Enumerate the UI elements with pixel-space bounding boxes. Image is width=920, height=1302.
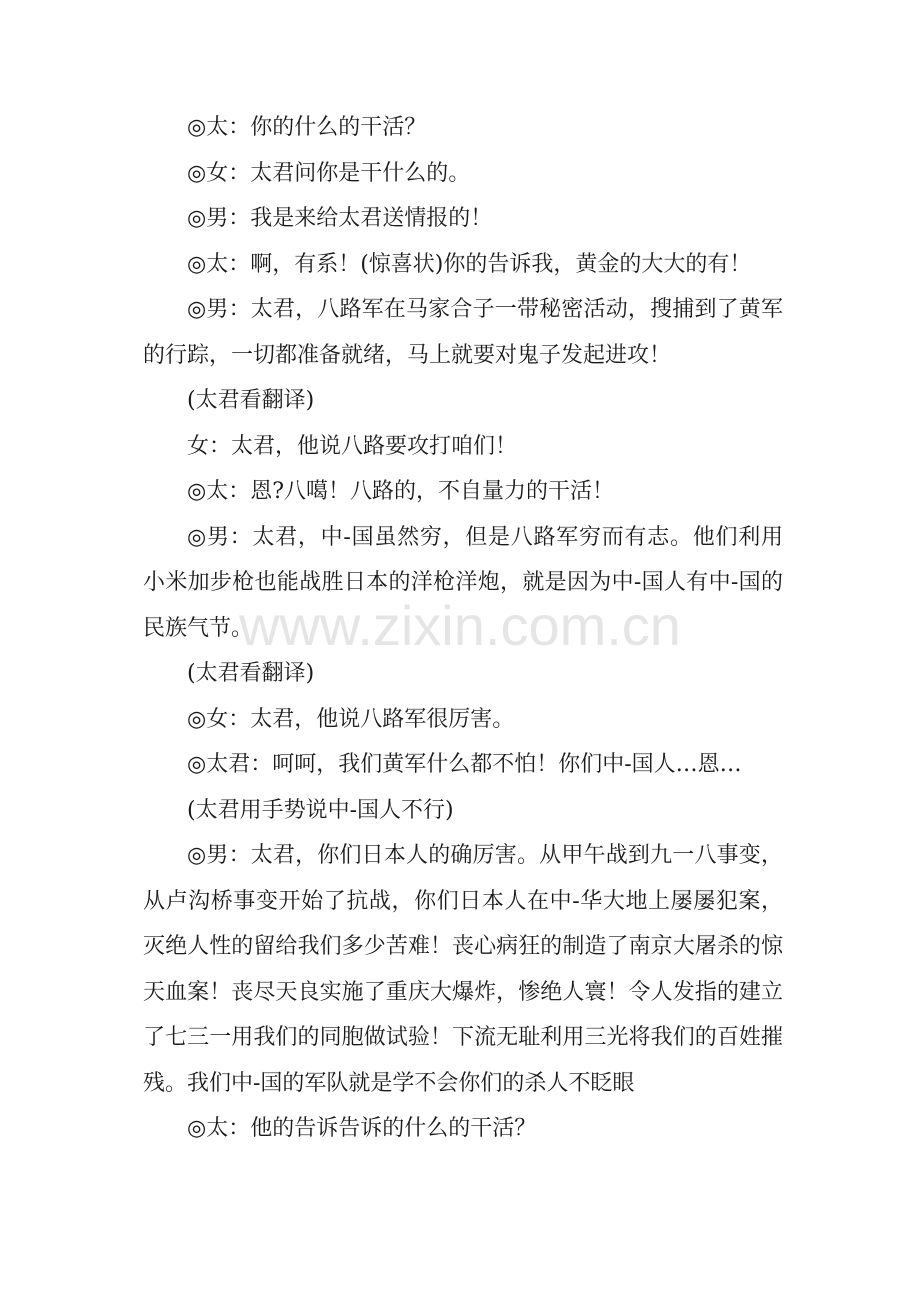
- dialogue-line: ◎女：太君，他说八路军很厉害。: [187, 706, 515, 732]
- watermark: www.zixin.com.cn: [239, 594, 681, 657]
- dialogue-line: ◎太：啊，有系！(惊喜状)你的告诉我，黄金的大大的有！: [187, 251, 752, 277]
- stage-direction: (太君看翻译): [187, 388, 315, 413]
- dialogue-line: ◎男：太君，八路军在马家合子一带秘密活动，搜捕到了黄军的行踪，一切都准备就绪，马上就要对鬼子发起进攻！: [143, 297, 783, 368]
- dialogue-line: ◎男：我是来给太君送情报的！: [187, 206, 493, 231]
- dialogue-line: ◎太：他的告诉告诉的什么的干活？: [187, 1116, 537, 1141]
- stage-direction: (太君看翻译): [187, 661, 315, 686]
- dialogue-line: ◎太：你的什么的干活？: [187, 115, 427, 140]
- dialogue-line: 女：太君，他说八路要攻打咱们！: [187, 433, 518, 459]
- dialogue-line: ◎女：太君问你是干什么的。: [187, 160, 471, 186]
- dialogue-line: ◎太君：呵呵，我们黄军什么都不怕！你们中-国人…恩…: [187, 752, 742, 777]
- dialogue-line: ◎男：太君，你们日本人的确厉害。从甲午战到九一八事变，从卢沟桥事变开始了抗战，你们日本人在中-华大地上屡屡犯案，灭绝人性的留给我们多少苦难！丧心病狂的制造了南京大屠杀的惊天血案！丧尽天良实施了重庆大爆炸，惨绝人寰！令人发指的建立了七三一用我们的同胞做试验！下流无耻利用三光将我们的百姓摧残。我们中-国的军队就是学不会你们的杀人不眨眼: [143, 843, 783, 1096]
- document-body: [143, 105, 783, 1152]
- dialogue-line: ◎太：恩?八噶！八路的，不自量力的干活！: [187, 479, 614, 504]
- dialogue-line: ◎男：太君，中-国虽然穷，但是八路军穷而有志。他们利用小米加步枪也能战胜日本的洋枪洋炮，就是因为中-国人有中-国的民族气节。: [143, 524, 783, 641]
- stage-direction: (太君用手势说中-国人不行): [187, 797, 454, 823]
